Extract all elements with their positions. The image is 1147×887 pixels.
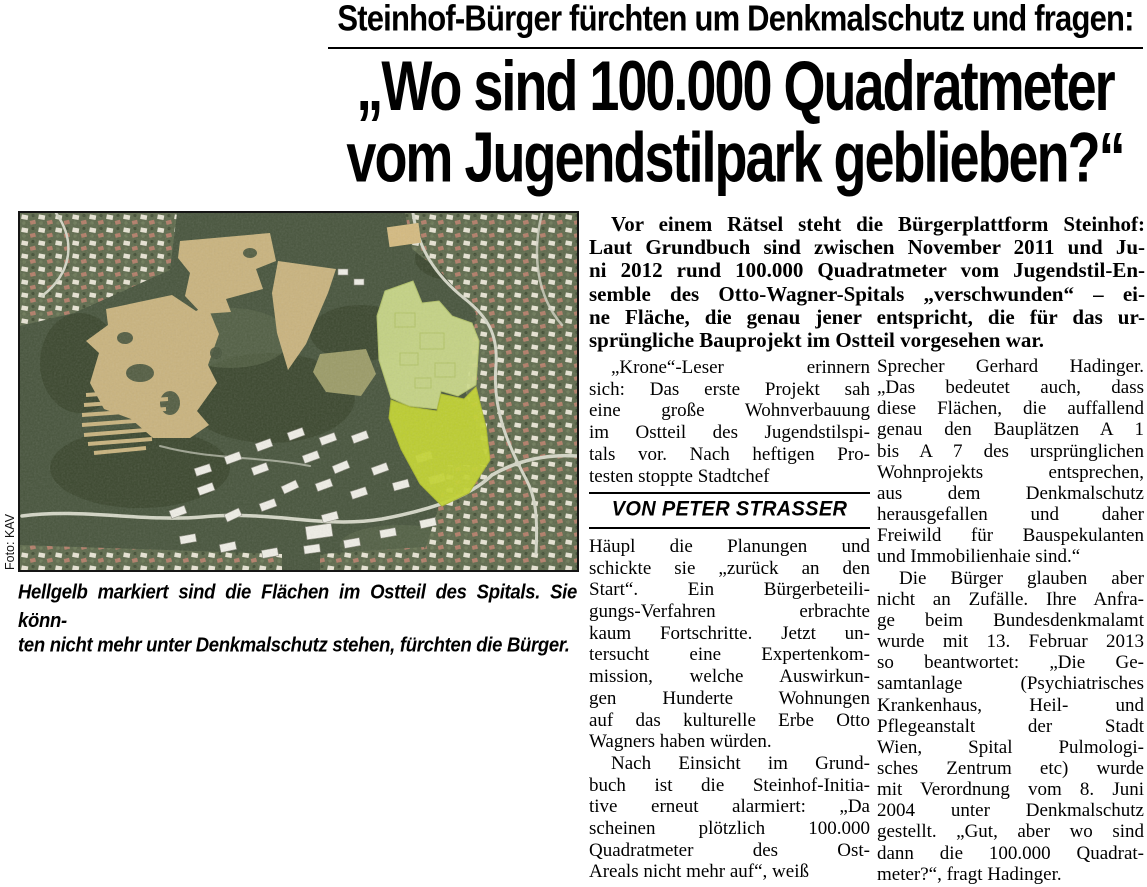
byline-text: VON PETER STRASSER xyxy=(611,497,848,522)
byline xyxy=(589,492,870,529)
paragraph-grundbuch: Nach Einsicht im Grund- buch ist die Steinhof-Initia- tive erneut alarmiert: „Da scheinen plötzlich 100.000 Quadratmeter des Ost- Areals nicht mehr auf“, weiß xyxy=(589,752,870,883)
aerial-photo-graphic xyxy=(20,213,577,570)
photo-grain xyxy=(20,213,577,570)
headline-line-2: vom Jugendstilpark geblieben?“ xyxy=(346,118,1124,197)
headline-line-1: „Wo sind 100.000 Quadratmeter xyxy=(356,47,1114,126)
paragraph-bundesdenkmalamt: Die Bürger glauben aber nicht an Zufälle. Ihre Anfra- ge beim Bundesdenkmalamt wurde mit 13. Februar 2013 so beantwortet: „Die Ge- samtanlage (Psychiatrisches Krankenhaus, Heil- und Pflegeanstalt der Stadt Wien, Spital Pulmologi- sches Zentrum etc) wurde mit Verordnung vom 8. Juni 2004 unter Denkmalschutz gestellt. „Gut, aber wo sind dann die 100.000 Quadrat- meter?“, fragt Hadinger. xyxy=(877,567,1144,885)
column-right xyxy=(877,356,1144,885)
paragraph-haeupl: Häupl die Planungen und schickte sie „zurück an den Start“. Ein Bürgerbeteili- gungs-Verfahren erbrachte kaum Fortschritte. Jetzt un- tersucht eine Expertenkom- mission, welche Auswirkun- gen Hunderte Wohnungen auf das kulturelle Erbe Otto Wagners haben würden. xyxy=(589,535,870,753)
main-headline xyxy=(325,47,1145,197)
photo-credit: Foto: KAV xyxy=(3,513,17,570)
aerial-photo xyxy=(18,211,579,572)
paragraph-krone-leser: „Krone“-Leser erinnern sich: Das erste Projekt sah eine große Wohnverbauung im Ostteil des Jugendstilspi- tals vor. Nach heftigen Pro- testen stoppte Stadtchef xyxy=(589,357,870,487)
kicker-text: Steinhof-Bürger fürchten um Denkmalschutz und fragen: xyxy=(337,0,1134,39)
paragraph-hadinger: Sprecher Gerhard Hadinger. „Das bedeutet auch, dass diese Flächen, die auffallend genau den Bauplätzen A 1 bis A 7 des ursprünglichen Wohnprojekts entsprechen, aus dem Denkmalschutz herausgefallen und daher Freiwild für Bauspekulanten und Immobilienhaie sind.“ xyxy=(877,356,1144,568)
article-intro: Vor einem Rätsel steht die Bürgerplattform Steinhof: Laut Grundbuch sind zwischen November 2011 und Ju- ni 2012 rund 100.000 Quadratmeter vom Jugendstil-En- semble des Otto-Wagner-Spitals „verschwunden“ – ei- ne Fläche, die genau jener entspricht, die für das ur- sprüngliche Bauprojekt im Ostteil vorgesehen war. xyxy=(589,212,1145,353)
column-left xyxy=(589,357,870,883)
photo-caption: Hellgelb markiert sind die Flächen im Ostteil des Spitals. Sie könn- ten nicht mehr unter Denkmalschutz stehen, fürchten die Bürger. xyxy=(18,579,577,656)
